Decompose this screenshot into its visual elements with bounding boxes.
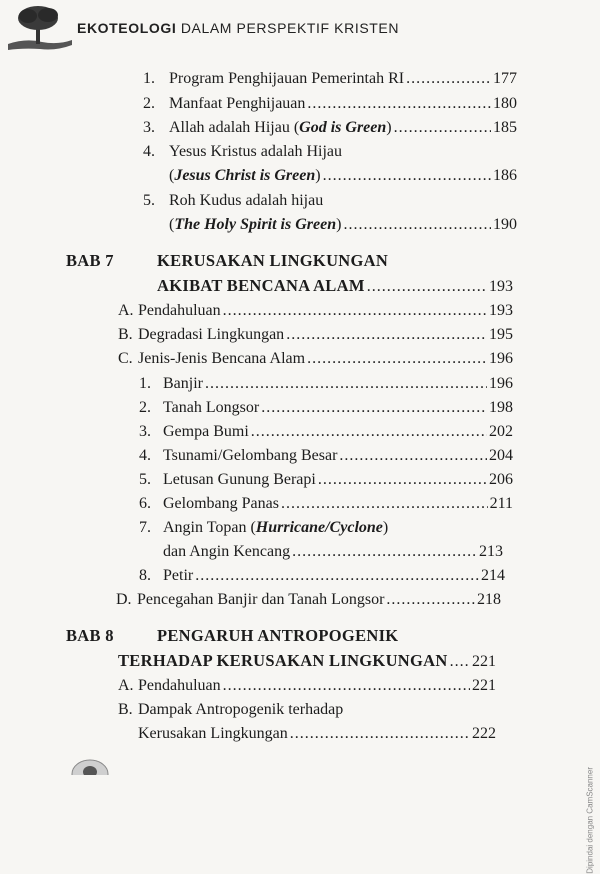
entry-title: Tanah Longsor	[163, 399, 260, 416]
entry-number: 4.	[139, 447, 151, 464]
toc-entry-continued	[169, 166, 517, 186]
subsection-entry	[139, 374, 513, 394]
subsection-entry	[139, 422, 513, 442]
scanner-watermark: Dipindai dengan CamScanner	[586, 767, 595, 874]
entry-number: 3.	[143, 119, 155, 136]
entry-number: 1.	[143, 70, 155, 87]
entry-title: Pendahuluan	[138, 677, 221, 694]
leader-dots	[281, 494, 488, 514]
chapter-page: 193	[489, 278, 513, 295]
leader-dots	[292, 542, 477, 562]
leader-dots	[223, 676, 470, 696]
entry-number: 2.	[143, 95, 155, 112]
toc-entry	[143, 142, 517, 162]
entry-page: 222	[472, 725, 496, 742]
entry-page: 196	[489, 375, 513, 392]
leader-dots	[394, 118, 491, 138]
chapter-heading	[66, 251, 388, 271]
subsection-entry	[139, 398, 513, 418]
subsection-entry	[139, 518, 513, 538]
entry-title: Roh Kudus adalah hijau	[169, 192, 324, 209]
entry-title: Allah adalah Hijau (God is Green)	[169, 119, 392, 136]
section-entry	[118, 349, 513, 369]
entry-title: Gempa Bumi	[163, 423, 249, 440]
entry-number: B.	[118, 701, 133, 718]
chapter-page: 221	[472, 653, 496, 670]
entry-number: 6.	[139, 495, 151, 512]
entry-title-line2: (The Holy Spirit is Green)	[169, 216, 342, 233]
entry-page: 218	[477, 591, 501, 608]
running-head	[77, 20, 399, 36]
entry-title: Jenis-Jenis Bencana Alam	[138, 350, 306, 367]
entry-page: 186	[493, 167, 517, 184]
entry-title: Manfaat Penghijauan	[169, 95, 306, 112]
subsection-entry	[139, 470, 513, 490]
entry-number: 5.	[143, 192, 155, 209]
entry-page: 214	[481, 567, 505, 584]
chapter-heading-line2	[118, 651, 496, 672]
entry-title: Letusan Gunung Berapi	[163, 471, 316, 488]
running-head-rest: DALAM PERSPEKTIF KRISTEN	[176, 20, 400, 36]
entry-page: 193	[489, 302, 513, 319]
subsection-entry	[139, 566, 505, 586]
leader-dots	[195, 566, 479, 586]
leader-dots	[307, 349, 487, 369]
entry-title: Degradasi Lingkungan	[138, 326, 285, 343]
leader-dots	[339, 446, 487, 466]
chapter-title: PENGARUH ANTROPOGENIK	[157, 626, 399, 645]
chapter-label: BAB 7	[66, 251, 114, 270]
entry-number: 1.	[139, 375, 151, 392]
toc-entry-continued	[169, 215, 517, 235]
leader-dots	[307, 94, 491, 114]
section-entry	[118, 301, 513, 321]
toc-entry	[143, 69, 517, 89]
leader-dots	[406, 69, 491, 89]
entry-page: 196	[489, 350, 513, 367]
entry-number: A.	[118, 302, 134, 319]
entry-page: 202	[489, 423, 513, 440]
entry-title: Tsunami/Gelombang Besar	[163, 447, 338, 464]
leader-dots	[261, 398, 487, 418]
entry-page: 221	[472, 677, 496, 694]
chapter-label: BAB 8	[66, 626, 114, 645]
entry-number: 2.	[139, 399, 151, 416]
leader-dots	[343, 215, 491, 235]
running-head-bold: EKOTEOLOGI	[77, 20, 177, 36]
entry-page: 195	[489, 326, 513, 343]
footer-ornament-icon	[70, 752, 110, 775]
leader-dots	[205, 374, 487, 394]
entry-page: 180	[493, 95, 517, 112]
section-entry	[118, 325, 513, 345]
entry-page: 206	[489, 471, 513, 488]
leader-dots	[323, 166, 491, 186]
entry-title: Petir	[163, 567, 194, 584]
entry-page: 213	[479, 543, 503, 560]
leader-dots	[386, 590, 475, 610]
entry-page: 198	[489, 399, 513, 416]
toc-entry	[143, 94, 517, 114]
entry-title: Program Penghijauan Pemerintah RI	[169, 70, 405, 87]
chapter-heading-line2	[157, 276, 513, 297]
entry-number: B.	[118, 326, 133, 343]
chapter-title-line2: AKIBAT BENCANA ALAM	[157, 276, 365, 295]
entry-title-line2: (Jesus Christ is Green)	[169, 167, 321, 184]
chapter-title-line2: TERHADAP KERUSAKAN LINGKUNGAN	[118, 651, 448, 670]
subsection-entry	[139, 494, 513, 514]
entry-number: 7.	[139, 519, 151, 536]
entry-title: Banjir	[163, 375, 203, 392]
chapter-heading	[66, 626, 398, 646]
toc-entry	[143, 118, 517, 138]
section-entry	[116, 590, 501, 610]
entry-page: 211	[489, 495, 513, 512]
entry-title: Pencegahan Banjir dan Tanah Longsor	[137, 591, 385, 608]
entry-title-line2: dan Angin Kencang	[163, 543, 291, 560]
entry-number: A.	[118, 677, 134, 694]
entry-title: Pendahuluan	[138, 302, 221, 319]
entry-title: Angin Topan (Hurricane/Cyclone)	[163, 519, 389, 536]
entry-page: 204	[489, 447, 513, 464]
leader-dots	[290, 724, 470, 744]
subsection-entry	[139, 446, 513, 466]
subsection-entry-continued	[163, 542, 503, 562]
leader-dots	[223, 301, 487, 321]
entry-title-line2: Kerusakan Lingkungan	[138, 725, 288, 742]
leader-dots	[450, 652, 470, 672]
leader-dots	[318, 470, 487, 490]
entry-number: 4.	[143, 143, 155, 160]
entry-number: C.	[118, 350, 133, 367]
page-header	[0, 0, 600, 58]
section-entry	[118, 700, 496, 720]
entry-page: 190	[493, 216, 517, 233]
tree-in-hand-icon	[6, 4, 74, 54]
section-entry-continued	[138, 724, 496, 744]
toc-entry	[143, 191, 517, 211]
leader-dots	[251, 422, 487, 442]
entry-number: 3.	[139, 423, 151, 440]
entry-title: Dampak Antropogenik terhadap	[138, 701, 344, 718]
entry-number: 8.	[139, 567, 151, 584]
chapter-title: KERUSAKAN LINGKUNGAN	[157, 251, 389, 270]
entry-title: Gelombang Panas	[163, 495, 279, 512]
entry-number: 5.	[139, 471, 151, 488]
entry-page: 185	[493, 119, 517, 136]
section-entry	[118, 676, 496, 696]
leader-dots	[286, 325, 487, 345]
leader-dots	[367, 277, 487, 297]
entry-page: 177	[493, 70, 517, 87]
entry-number: D.	[116, 591, 132, 608]
entry-title: Yesus Kristus adalah Hijau	[169, 143, 343, 160]
